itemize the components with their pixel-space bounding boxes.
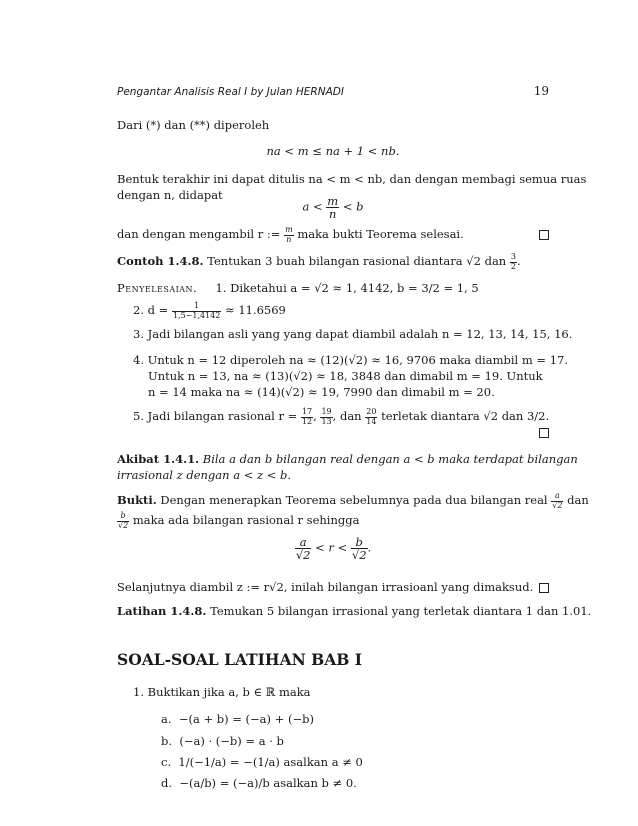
contoh-label: Contoh 1.4.8. — [117, 254, 204, 268]
item-5-pre: Jadi bilangan rasional r = — [147, 409, 298, 423]
item-5-f3n: 20 — [366, 407, 377, 417]
akibat-line2: irrasional z dengan a < z < b. — [117, 468, 292, 482]
item-4-num: 4. — [133, 353, 144, 367]
item-1-num: 1. — [215, 281, 227, 295]
item-5-frac3 — [365, 408, 377, 426]
part-label: d. — [161, 776, 173, 790]
soal-part-c — [161, 754, 363, 770]
item-2-post: ≈ 11.6569 — [225, 303, 286, 317]
item-3-text: Jadi bilangan asli yang yang dapat diambil adalah n = 12, 13, 14, 15, 16. — [147, 327, 573, 341]
list-item-3 — [133, 326, 573, 342]
qed-square — [539, 230, 549, 240]
list-item-4 — [133, 352, 569, 368]
section-title: SOAL-SOAL LATIHAN BAB I — [117, 650, 363, 669]
item-4-line1: Untuk n = 12 diperoleh na ≈ (12)(√2) ≈ 16, 9706 maka diambil m = 17. — [147, 353, 569, 367]
item-5-f1d: 12 — [301, 416, 313, 426]
p3-den: n — [284, 235, 294, 244]
latihan-text: Temukan 5 bilangan irrasional yang terletak diantara 1 dan 1.01. — [210, 604, 592, 618]
equation-fraction — [117, 195, 549, 220]
bukti-line2 — [117, 512, 549, 530]
item-5-f2n: 19 — [321, 407, 332, 417]
p3-pre: dan dengan mengambil r := — [117, 227, 281, 241]
bukti-frac-b — [117, 512, 129, 530]
bukti-eq-mid: < r < — [315, 540, 348, 555]
penyelesaian-line — [117, 280, 549, 296]
item-2-fden: 1,5−1,4142 — [172, 310, 221, 320]
eq2-right: < b — [342, 199, 364, 214]
item-2-num: 2. — [133, 303, 144, 317]
contoh-end: . — [516, 254, 521, 268]
item-5-f1n: 17 — [301, 407, 313, 417]
bukti-eq-d2: √2 — [351, 548, 367, 563]
part-label: c. — [161, 755, 172, 769]
bukti-text-2: maka ada bilangan rasional r sehingga — [132, 513, 360, 527]
running-header — [117, 84, 549, 99]
item-2-fnum: 1 — [194, 301, 200, 311]
item-2-pre: d = — [147, 303, 169, 317]
bukti-text-1: Dengan menerapkan Teorema sebelumnya pada dua bilangan real — [160, 493, 548, 507]
bukti-eq-n2: b — [355, 535, 363, 549]
bukti-dan: dan — [567, 493, 589, 507]
item-2-fraction — [172, 302, 221, 320]
eq2-den: n — [326, 207, 339, 220]
bukti-line1 — [117, 491, 589, 510]
p3-num: m — [285, 225, 293, 235]
soal-part-a — [161, 711, 314, 727]
paragraph-mengambil — [117, 226, 549, 244]
bukti-frac-a — [551, 492, 563, 510]
list-item-2 — [133, 302, 549, 320]
paragraph-bentuk-line1: Bentuk terakhir ini dapat ditulis na < m < nb, dan dengan membagi semua ruas — [117, 172, 587, 186]
bukti-label: Bukti. — [117, 493, 157, 507]
bukti-fb-num: b — [120, 511, 126, 521]
item-5-num: 5. — [133, 409, 144, 423]
item-5-post: terletak diantara √2 dan 3/2. — [381, 409, 550, 423]
item-5-mid: , dan — [332, 409, 362, 423]
bukti-eq-d1: √2 — [295, 548, 311, 563]
part-text: (−a) · (−b) = a · b — [179, 734, 284, 748]
penyelesaian-label: Penyelesaian. — [117, 281, 198, 295]
bukti-eq-n1: a — [299, 535, 307, 549]
item-5-frac2 — [320, 408, 332, 426]
eq2-left: a < — [302, 199, 323, 214]
part-text: −(a + b) = (−a) + (−b) — [178, 712, 314, 726]
contoh-den: 2 — [510, 261, 516, 271]
soal-part-b — [161, 733, 284, 749]
item-4-line3: n = 14 maka na ≈ (14)(√2) ≈ 19, 7990 dan dimabil m = 20. — [148, 385, 495, 399]
bukti-eq-end: . — [367, 540, 372, 555]
contoh-fraction — [510, 253, 517, 271]
akibat-line1 — [117, 451, 578, 467]
akibat-text-1: Bila a dan b bilangan real dengan a < b maka terdapat bilangan — [202, 452, 578, 466]
latihan-label: Latihan 1.4.8. — [117, 604, 207, 618]
part-text: −(a/b) = (−a)/b asalkan b ≠ 0. — [179, 776, 357, 790]
paragraph-bentuk-line2: dengan n, didapat — [117, 188, 223, 202]
p3-fraction — [284, 226, 294, 244]
part-label: a. — [161, 712, 172, 726]
p3-post: maka bukti Teorema selesai. — [297, 227, 464, 241]
item-5-frac1 — [301, 408, 313, 426]
bukti-fa-den: √2 — [552, 500, 563, 510]
soal-part-d — [161, 775, 357, 791]
page-number: 19 — [533, 84, 549, 98]
part-text: 1/(−1/a) = −(1/a) asalkan a ≠ 0 — [178, 755, 363, 769]
header-title: Pengantar Analisis Real I by Julan HERNADI — [117, 86, 344, 98]
item-1-text: Diketahui a = √2 ≈ 1, 4142, b = 3/2 = 1, 5 — [230, 281, 479, 295]
akibat-label: Akibat 1.4.1. — [117, 452, 200, 466]
bukti-fb-den: √2 — [118, 520, 129, 530]
contoh-text: Tentukan 3 buah bilangan rasional diantara √2 dan — [207, 254, 507, 268]
contoh-line — [117, 253, 549, 271]
latihan-line — [117, 603, 592, 619]
item-3-num: 3. — [133, 327, 144, 341]
item-4-line2: Untuk n = 13, na ≈ (13)(√2) ≈ 18, 3848 dan dimabil m = 19. Untuk — [148, 369, 543, 383]
part-label: b. — [161, 734, 173, 748]
bukti-eq-frac1 — [295, 536, 312, 561]
paragraph-dari: Dari (*) dan (**) diperoleh — [117, 118, 270, 132]
bukti-eq-frac2 — [351, 536, 368, 561]
item-5-f3d: 14 — [366, 416, 377, 426]
equation-inequality: na < m ≤ na + 1 < nb. — [266, 144, 400, 158]
bukti-fa-num: a — [554, 491, 560, 501]
eq2-fraction — [326, 195, 339, 220]
qed-square — [539, 583, 549, 593]
soal-item-1 — [133, 684, 549, 700]
eq2-num: m — [327, 194, 339, 208]
list-item-5: 5. Jadi bilangan rasional r = $\frac{17}{12}$ , $\frac{19}{13}$ , dan $\frac{20}{14}$ terletak diantara √2 dan 3/2. — [133, 407, 550, 426]
soal-num: 1. — [133, 685, 144, 699]
soal-text: Buktikan jika a, b ∈ ℝ maka — [147, 685, 311, 699]
item-5-f2d: 13 — [321, 416, 332, 426]
contoh-num: 3 — [510, 252, 516, 262]
bukti-equation — [117, 536, 549, 561]
bukti-line3: Selanjutnya diambil z := r√2, inilah bilangan irrasioanl yang dimaksud. — [117, 580, 534, 594]
qed-square — [539, 428, 549, 438]
